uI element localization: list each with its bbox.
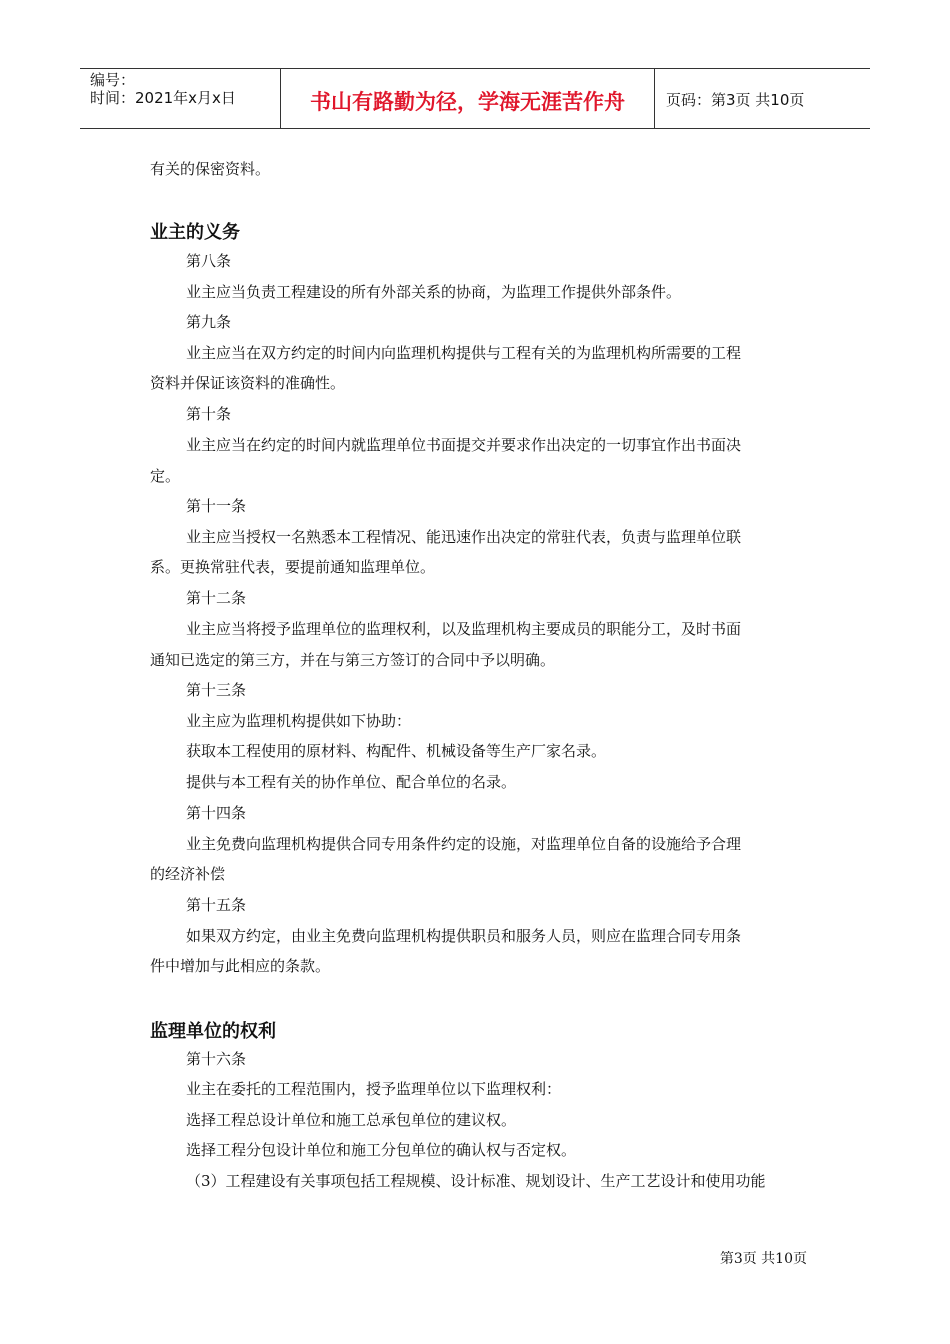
- paragraph: 业主应当负责工程建设的所有外部关系的协商，为监理工作提供外部条件。: [186, 283, 682, 301]
- paragraph: 定。: [150, 467, 181, 485]
- article-title: 第十五条: [186, 896, 247, 914]
- paragraph: 业主应当在双方约定的时间内向监理机构提供与工程有关的为监理机构所需要的工程: [186, 344, 742, 362]
- article-title: 第十一条: [186, 497, 247, 515]
- paragraph: 选择工程分包设计单位和施工分包单位的确认权与否定权。: [186, 1141, 577, 1159]
- article-title: 第十四条: [186, 804, 247, 822]
- paragraph: 获取本工程使用的原材料、构配件、机械设备等生产厂家名录。: [186, 742, 607, 760]
- header-page-info: 页码：第3页 共10页: [666, 91, 805, 109]
- paragraph: 业主应当在约定的时间内就监理单位书面提交并要求作出决定的一切事宜作出书面决: [186, 436, 742, 454]
- header-meta: [80, 69, 281, 128]
- page-footer: 第3页 共10页: [719, 1251, 807, 1267]
- article-title: 第十二条: [186, 589, 247, 607]
- article-title: 第八条: [186, 252, 232, 270]
- document-number-label: 编号：: [90, 71, 136, 89]
- paragraph: 有关的保密资料。: [150, 160, 271, 178]
- paragraph: 业主免费向监理机构提供合同专用条件约定的设施，对监理单位自备的设施给予合理: [186, 835, 742, 853]
- paragraph: 业主应为监理机构提供如下协助：: [186, 712, 412, 730]
- paragraph: 业主应当将授予监理单位的监理权利，以及监理机构主要成员的职能分工，及时书面: [186, 620, 742, 638]
- paragraph: （3）工程建设有关事项包括工程规模、设计标准、规划设计、生产工艺设计和使用功能: [186, 1172, 766, 1190]
- article-title: 第九条: [186, 313, 232, 331]
- paragraph: 提供与本工程有关的协作单位、配合单位的名录。: [186, 773, 517, 791]
- header-motto: 书山有路勤为径，学海无涯苦作舟: [281, 69, 655, 128]
- paragraph: 资料并保证该资料的准确性。: [150, 374, 346, 392]
- paragraph: 的经济补偿: [150, 865, 226, 883]
- article-title: 第十三条: [186, 681, 247, 699]
- paragraph: 选择工程总设计单位和施工总承包单位的建议权。: [186, 1111, 517, 1129]
- article-title: 第十条: [186, 405, 232, 423]
- section-heading: 业主的义务: [150, 222, 240, 243]
- paragraph: 件中增加与此相应的条款。: [150, 957, 331, 975]
- paragraph: 如果双方约定，由业主免费向监理机构提供职员和服务人员，则应在监理合同专用条: [186, 927, 742, 945]
- document-date: 时间：2021年x月x日: [90, 89, 236, 107]
- section-heading: 监理单位的权利: [150, 1021, 276, 1042]
- paragraph: 系。更换常驻代表，要提前通知监理单位。: [150, 558, 436, 576]
- paragraph: 业主应当授权一名熟悉本工程情况、能迅速作出决定的常驻代表，负责与监理单位联: [186, 528, 742, 546]
- paragraph: 业主在委托的工程范围内，授予监理单位以下监理权利：: [186, 1080, 562, 1098]
- article-title: 第十六条: [186, 1050, 247, 1068]
- page-header: [80, 68, 870, 129]
- paragraph: 通知已选定的第三方，并在与第三方签订的合同中予以明确。: [150, 651, 556, 669]
